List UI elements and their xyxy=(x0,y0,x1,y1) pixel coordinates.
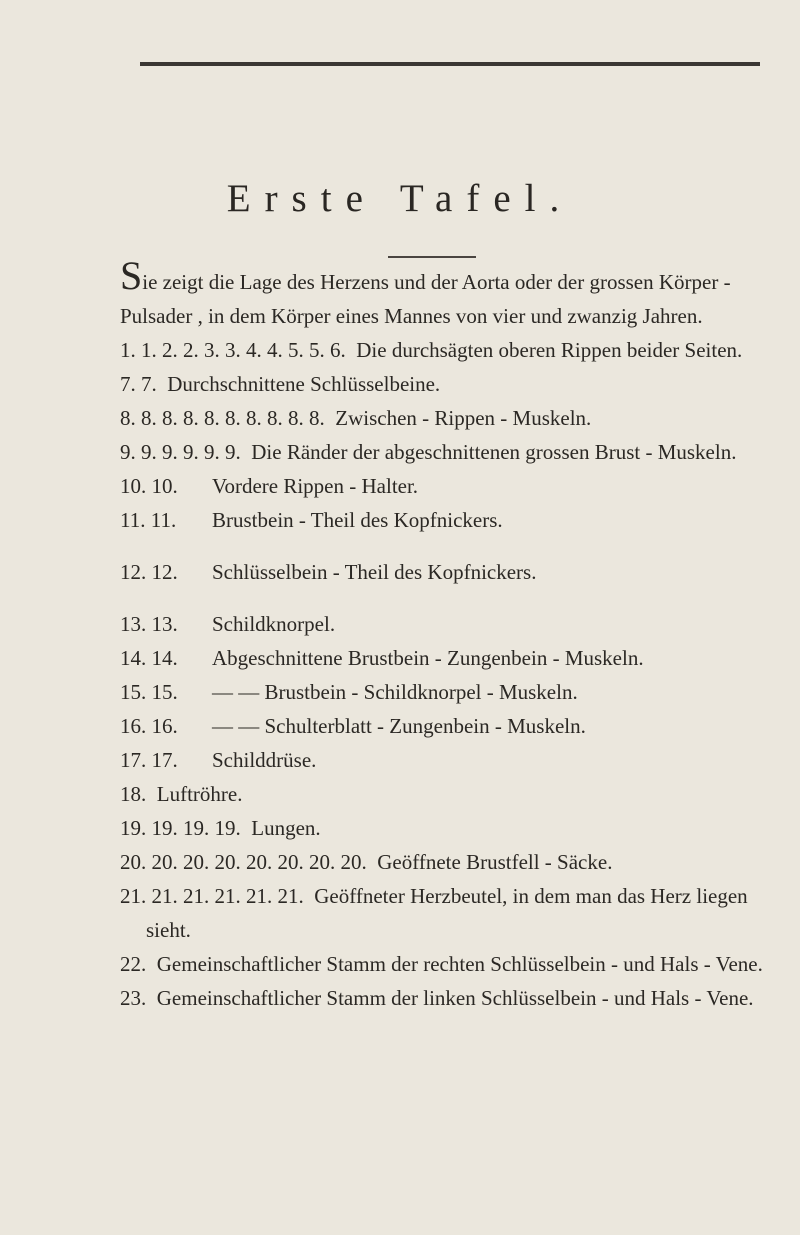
list-item xyxy=(120,607,765,641)
item-numbers: 13. 13. xyxy=(120,612,178,636)
item-numbers: 11. 11. xyxy=(120,508,177,532)
item-numbers: 17. 17. xyxy=(120,748,178,772)
list-item xyxy=(120,555,765,589)
item-description: Brustbein - Theil des Kopfnickers. xyxy=(212,508,503,532)
intro-paragraph xyxy=(120,253,765,333)
list-item xyxy=(120,675,765,709)
item-description: Schlüsselbein - Theil des Kopfnickers. xyxy=(212,560,537,584)
item-description: Geöffneter Herzbeutel, in dem man das Herz liegen sieht. xyxy=(146,884,748,942)
item-description: Vordere Rippen - Halter. xyxy=(212,474,419,498)
item-numbers: 8. 8. 8. 8. 8. 8. 8. 8. 8. 8. xyxy=(120,406,325,430)
drop-cap: S xyxy=(120,253,143,298)
list-item xyxy=(120,503,765,537)
item-numbers: 9. 9. 9. 9. 9. 9. xyxy=(120,440,241,464)
list-item xyxy=(120,401,765,435)
list-item xyxy=(120,981,765,1015)
list-item xyxy=(120,845,765,879)
title-rule xyxy=(388,256,476,258)
item-numbers: 19. 19. 19. 19. xyxy=(120,816,241,840)
item-description: Zwischen - Rippen - Muskeln. xyxy=(335,406,592,430)
item-numbers: 16. 16. xyxy=(120,714,178,738)
item-description: Abgeschnittene Brustbein - Zungenbein - Muskeln. xyxy=(212,646,644,670)
item-description: Schilddrüse. xyxy=(212,748,317,772)
body-text xyxy=(120,253,765,1015)
list-item xyxy=(120,777,765,811)
list-item xyxy=(120,469,765,503)
item-numbers: 18. xyxy=(120,782,147,806)
item-description: — — Schulterblatt - Zungenbein - Muskeln. xyxy=(212,714,586,738)
item-numbers: 20. 20. 20. 20. 20. 20. 20. 20. xyxy=(120,850,367,874)
list-item xyxy=(120,879,765,947)
item-description: Lungen. xyxy=(251,816,321,840)
item-description: Die durchsägten oberen Rippen beider Seiten. xyxy=(356,338,743,362)
list-item xyxy=(120,947,765,981)
item-numbers: 14. 14. xyxy=(120,646,178,670)
item-description: Geöffnete Brustfell - Säcke. xyxy=(377,850,613,874)
item-numbers: 21. 21. 21. 21. 21. 21. xyxy=(120,884,304,908)
list-item xyxy=(120,367,765,401)
top-rule xyxy=(140,62,760,66)
item-description: Schildknorpel. xyxy=(212,612,336,636)
item-numbers: 15. 15. xyxy=(120,680,178,704)
item-description: Durchschnittene Schlüsselbeine. xyxy=(167,372,441,396)
item-description: Luftröhre. xyxy=(156,782,243,806)
spacer xyxy=(120,537,765,555)
item-description: Gemeinschaftlicher Stamm der rechten Schlüsselbein - und Hals - Vene. xyxy=(156,952,763,976)
list-item xyxy=(120,435,765,469)
list-item xyxy=(120,811,765,845)
item-numbers: 22. xyxy=(120,952,147,976)
item-numbers: 7. 7. xyxy=(120,372,157,396)
list-item xyxy=(120,743,765,777)
item-description: Die Ränder der abgeschnittenen grossen Brust - Muskeln. xyxy=(251,440,737,464)
page-title: Erste Tafel. xyxy=(226,177,574,220)
item-description: Gemeinschaftlicher Stamm der linken Schlüsselbein - und Hals - Vene. xyxy=(156,986,754,1010)
intro-text: ie zeigt die Lage des Herzens und der Aorta oder der grossen Körper - Pulsader , in dem Körper eines Mannes von vier und zwanzig Jahren. xyxy=(120,270,731,328)
item-numbers: 10. 10. xyxy=(120,474,178,498)
item-numbers: 23. xyxy=(120,986,147,1010)
item-description: — — Brustbein - Schildknorpel - Muskeln. xyxy=(212,680,578,704)
spacer xyxy=(120,589,765,607)
item-numbers: 1. 1. 2. 2. 3. 3. 4. 4. 5. 5. 6. xyxy=(120,338,346,362)
item-numbers: 12. 12. xyxy=(120,560,178,584)
list-item xyxy=(120,641,765,675)
list-item xyxy=(120,333,765,367)
list-item xyxy=(120,709,765,743)
